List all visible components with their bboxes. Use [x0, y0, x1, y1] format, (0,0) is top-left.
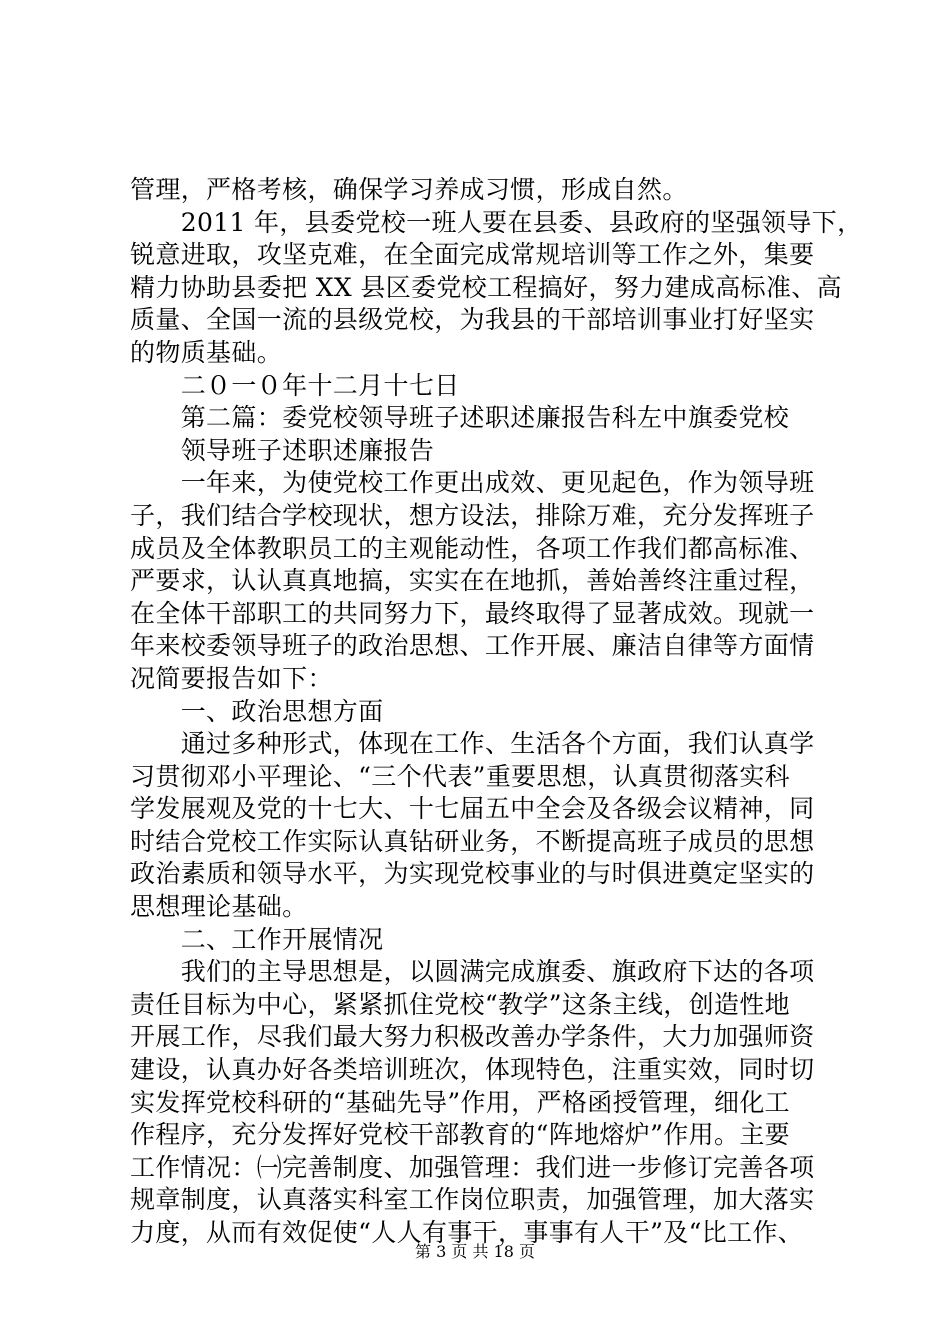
text-line: 实发挥党校科研的“基础先导”作用，严格函授管理，细化工 [130, 1087, 791, 1117]
text-line: 精力协助县委把 XX 县区委党校工程搞好，努力建成高标准、高 [130, 272, 842, 302]
section-subtitle: 领导班子述职述廉报告 [130, 435, 435, 465]
text-line: 通过多种形式，体现在工作、生活各个方面，我们认真学 [130, 729, 815, 759]
text-line: 质量、全国一流的县级党校，为我县的干部培训事业打好坚实 [130, 305, 815, 335]
text-line: 管理，严格考核，确保学习养成习惯，形成自然。 [130, 175, 688, 204]
text-line: 在全体干部职工的共同努力下，最终取得了显著成效。现就一 [130, 598, 815, 628]
text-line: 况简要报告如下： [130, 663, 333, 693]
text-line: 成员及全体教职员工的主观能动性，各项工作我们都高标准、 [130, 533, 815, 563]
text-line: 年来校委领导班子的政治思想、工作开展、廉洁自律等方面情 [130, 631, 815, 661]
text-line: 责任目标为中心，紧紧抓住党校“教学”这条主线，创造性地 [130, 989, 791, 1019]
heading-work: 二、工作开展情况 [130, 924, 384, 954]
body-text [130, 174, 863, 1250]
page-number-footer: 第 3 页 共 18 页 [415, 1242, 535, 1261]
text-line: 作程序，充分发挥好党校干部教育的“阵地熔炉”作用。主要 [130, 1120, 791, 1150]
text-line: 建设，认真办好各类培训班次，体现特色，注重实效，同时切 [130, 1055, 815, 1085]
text-line: 的物质基础。 [130, 337, 283, 367]
text-line: 子，我们结合学校现状，想方设法，排除万难，充分发挥班子 [130, 500, 815, 530]
text-line: 2011 年，县委党校一班人要在县委、县政府的坚强领导下， [130, 207, 863, 237]
text-line: 工作情况：㈠完善制度、加强管理：我们进一步修订完善各项 [130, 1152, 815, 1182]
text-line: 时结合党校工作实际认真钻研业务，不断提高班子成员的思想 [130, 826, 815, 856]
heading-political: 一、政治思想方面 [130, 696, 384, 726]
text-line: 严要求，认认真真地搞，实实在在地抓，善始善终注重过程， [130, 566, 815, 596]
text-line: 开展工作，尽我们最大努力积极改善办学条件，大力加强师资 [130, 1022, 815, 1052]
date-line: 二０一０年十二月十七日 [130, 370, 460, 400]
text-line: 习贯彻邓小平理论、“三个代表”重要思想，认真贯彻落实科 [130, 761, 791, 791]
text-line: 学发展观及党的十七大、十七届五中全会及各级会议精神，同 [130, 794, 815, 824]
text-line: 思想理论基础。 [130, 892, 308, 922]
text-line: 锐意进取，攻坚克难，在全面完成常规培训等工作之外，集要 [130, 240, 815, 270]
text-line: 政治素质和领导水平，为实现党校事业的与时俱进奠定坚实的 [130, 859, 815, 889]
text-line: 我们的主导思想是，以圆满完成旗委、旗政府下达的各项 [130, 957, 815, 987]
section-title: 第二篇：委党校领导班子述职述廉报告科左中旗委党校 [130, 403, 790, 433]
text-line: 力度，从而有效促使“人人有事干，事事有人干”及“比工作、 [130, 1218, 804, 1247]
text-line: 规章制度，认真落实科室工作岗位职责，加强管理，加大落实 [130, 1185, 815, 1215]
text-line: 一年来，为使党校工作更出成效、更见起色，作为领导班 [130, 468, 815, 498]
